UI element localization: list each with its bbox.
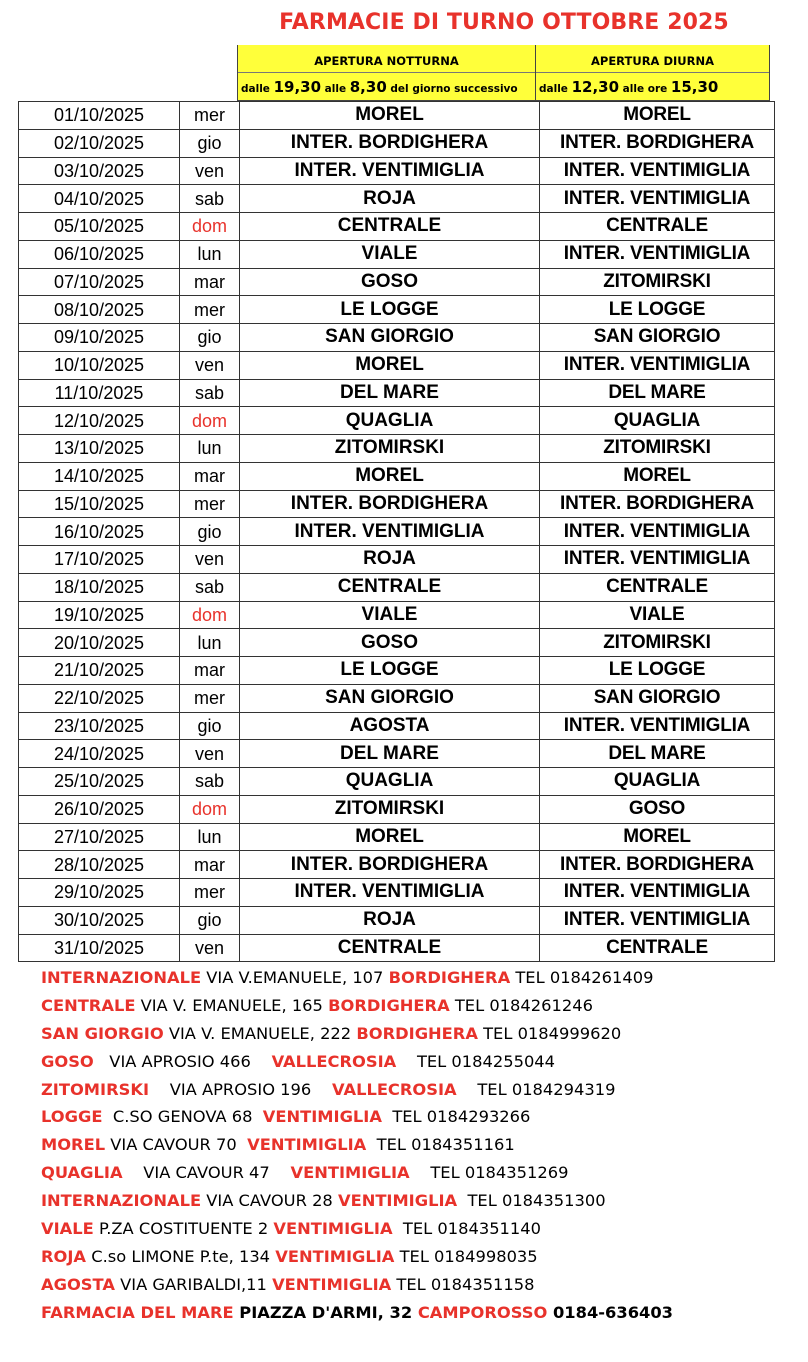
day-pharmacy-cell: MOREL (540, 462, 775, 490)
address-fragment: TEL 0184351158 (391, 1274, 535, 1294)
day-pharmacy-cell: QUAGLIA (540, 407, 775, 435)
date-cell: 13/10/2025 (19, 435, 180, 463)
date-cell: 22/10/2025 (19, 684, 180, 712)
night-pharmacy-cell: CENTRALE (240, 573, 540, 601)
weekday-cell: lun (180, 435, 240, 463)
weekday-cell: mer (180, 879, 240, 907)
address-fragment: VALLECROSIA (331, 1079, 457, 1099)
hours-fragment: 19,30 (273, 78, 322, 96)
night-pharmacy-cell: SAN GIORGIO (240, 684, 540, 712)
night-pharmacy-cell: DEL MARE (240, 379, 540, 407)
address-fragment: VENTIMIGLIA (247, 1135, 367, 1155)
weekday-cell: gio (180, 712, 240, 740)
weekday-cell: mar (180, 462, 240, 490)
table-row (19, 240, 775, 268)
day-pharmacy-cell: INTER. BORDIGHERA (540, 129, 775, 157)
day-pharmacy-cell: CENTRALE (540, 934, 775, 962)
day-pharmacy-cell: ZITOMIRSKI (540, 268, 775, 296)
weekday-cell: mar (180, 657, 240, 685)
weekday-cell: lun (180, 240, 240, 268)
weekday-cell: mer (180, 490, 240, 518)
date-cell: 26/10/2025 (19, 795, 180, 823)
table-row (19, 879, 775, 907)
day-pharmacy-cell: CENTRALE (540, 573, 775, 601)
night-pharmacy-cell: INTER. BORDIGHERA (240, 129, 540, 157)
night-pharmacy-cell: LE LOGGE (240, 296, 540, 324)
table-row (19, 657, 775, 685)
day-pharmacy-cell: INTER. VENTIMIGLIA (540, 712, 775, 740)
day-pharmacy-cell: ZITOMIRSKI (540, 435, 775, 463)
table-row (19, 351, 775, 379)
table-row (19, 213, 775, 241)
table-row (19, 934, 775, 962)
hours-fragment: dalle (539, 83, 572, 95)
address-fragment: BORDIGHERA (388, 968, 511, 987)
date-cell: 11/10/2025 (19, 379, 180, 407)
day-pharmacy-cell: INTER. VENTIMIGLIA (540, 518, 775, 546)
table-row (19, 851, 775, 879)
day-pharmacy-cell: INTER. BORDIGHERA (540, 490, 775, 518)
address-fragment: ROJA (41, 1246, 87, 1266)
address-line (41, 1187, 801, 1215)
address-fragment: SAN GIORGIO (41, 1023, 164, 1043)
address-fragment: ZITOMIRSKI (41, 1079, 150, 1099)
weekday-cell: mar (180, 268, 240, 296)
address-fragment: VIA CAVOUR 47 (122, 1163, 291, 1183)
night-pharmacy-cell: MOREL (240, 462, 540, 490)
weekday-cell: mar (180, 851, 240, 879)
night-pharmacy-cell: LE LOGGE (240, 657, 540, 685)
day-pharmacy-cell: INTER. VENTIMIGLIA (540, 906, 775, 934)
night-pharmacy-cell: INTER. VENTIMIGLIA (240, 157, 540, 185)
pharmacy-address-list (41, 964, 801, 1327)
table-row (19, 795, 775, 823)
hours-fragment: dalle (241, 83, 274, 95)
weekday-cell: mer (180, 102, 240, 130)
table-row (19, 157, 775, 185)
address-fragment: P.ZA COSTITUENTE 2 (93, 1219, 274, 1239)
date-cell: 05/10/2025 (19, 213, 180, 241)
address-fragment: VIALE (41, 1219, 94, 1239)
address-line (41, 1048, 801, 1076)
address-fragment: VIA CAVOUR 28 (201, 1191, 338, 1211)
night-pharmacy-cell: ROJA (240, 185, 540, 213)
night-pharmacy-cell: MOREL (240, 102, 540, 130)
night-pharmacy-cell: GOSO (240, 268, 540, 296)
address-line (41, 1131, 801, 1159)
date-cell: 25/10/2025 (19, 768, 180, 796)
night-pharmacy-cell: ZITOMIRSKI (240, 435, 540, 463)
address-fragment: TEL 0184351300 (457, 1191, 606, 1211)
address-fragment: CAMPOROSSO (417, 1302, 548, 1322)
night-header-label: APERTURA NOTTURNA (314, 54, 459, 68)
date-cell: 30/10/2025 (19, 906, 180, 934)
address-fragment: C.so LIMONE P.te, 134 (86, 1246, 276, 1266)
address-fragment: VIA APROSIO 196 (149, 1079, 332, 1099)
date-cell: 23/10/2025 (19, 712, 180, 740)
address-fragment: TEL 0184293266 (381, 1107, 531, 1127)
address-fragment: VENTIMIGLIA (273, 1219, 393, 1239)
address-fragment: VIA V. EMANUELE, 222 (163, 1023, 357, 1043)
table-row (19, 379, 775, 407)
night-hours (241, 78, 535, 96)
day-hours (539, 78, 769, 96)
night-pharmacy-cell: ZITOMIRSKI (240, 795, 540, 823)
page-title: FARMACIE DI TURNO OTTOBRE 2025 (279, 10, 729, 35)
address-line (41, 1159, 801, 1187)
address-fragment: MOREL (41, 1135, 106, 1155)
schedule-table (18, 101, 775, 962)
night-pharmacy-cell: ROJA (240, 906, 540, 934)
table-row (19, 518, 775, 546)
hours-fragment: del giorno successivo (386, 83, 518, 95)
address-fragment: QUAGLIA (41, 1163, 123, 1183)
weekday-cell: ven (180, 740, 240, 768)
address-fragment: TEL 0184351269 (409, 1163, 569, 1183)
address-line (41, 1215, 801, 1243)
date-cell: 19/10/2025 (19, 601, 180, 629)
address-fragment: BORDIGHERA (328, 995, 450, 1015)
date-cell: 21/10/2025 (19, 657, 180, 685)
address-fragment: TEL 0184261246 (449, 995, 593, 1015)
day-pharmacy-cell: DEL MARE (540, 740, 775, 768)
date-cell: 07/10/2025 (19, 268, 180, 296)
night-pharmacy-cell: CENTRALE (240, 934, 540, 962)
address-line (41, 964, 801, 992)
address-fragment: VENTIMIGLIA (290, 1163, 410, 1183)
day-pharmacy-cell: CENTRALE (540, 213, 775, 241)
address-fragment: 0184-636403 (547, 1302, 674, 1322)
weekday-cell: gio (180, 518, 240, 546)
table-row (19, 906, 775, 934)
hours-fragment: 12,30 (571, 78, 620, 96)
night-pharmacy-cell: QUAGLIA (240, 768, 540, 796)
night-pharmacy-cell: INTER. BORDIGHERA (240, 851, 540, 879)
night-pharmacy-cell: DEL MARE (240, 740, 540, 768)
address-fragment: TEL 0184998035 (394, 1246, 538, 1266)
address-fragment: C.SO GENOVA 68 (102, 1107, 263, 1127)
day-pharmacy-cell: INTER. VENTIMIGLIA (540, 879, 775, 907)
day-pharmacy-cell: VIALE (540, 601, 775, 629)
table-row (19, 129, 775, 157)
address-fragment: AGOSTA (41, 1274, 115, 1294)
address-fragment: VIA GARIBALDI,11 (114, 1274, 273, 1294)
table-row (19, 740, 775, 768)
hours-fragment: alle (321, 83, 350, 95)
night-pharmacy-cell: VIALE (240, 240, 540, 268)
night-pharmacy-cell: INTER. VENTIMIGLIA (240, 879, 540, 907)
night-pharmacy-cell: INTER. BORDIGHERA (240, 490, 540, 518)
weekday-cell: ven (180, 546, 240, 574)
table-row (19, 490, 775, 518)
date-cell: 12/10/2025 (19, 407, 180, 435)
address-line (41, 1020, 801, 1048)
table-row (19, 823, 775, 851)
address-line (41, 992, 801, 1020)
table-row (19, 435, 775, 463)
date-cell: 18/10/2025 (19, 573, 180, 601)
night-pharmacy-cell: MOREL (240, 823, 540, 851)
date-cell: 24/10/2025 (19, 740, 180, 768)
date-cell: 09/10/2025 (19, 324, 180, 352)
table-row (19, 712, 775, 740)
address-fragment: TEL 0184351140 (392, 1219, 541, 1239)
address-line (41, 1299, 801, 1327)
day-header (536, 45, 770, 101)
address-fragment: PIAZZA D'ARMI, 32 (233, 1302, 418, 1322)
weekday-cell: dom (180, 213, 240, 241)
day-pharmacy-cell: INTER. VENTIMIGLIA (540, 157, 775, 185)
address-fragment: VENTIMIGLIA (272, 1274, 392, 1294)
table-row (19, 601, 775, 629)
date-cell: 02/10/2025 (19, 129, 180, 157)
day-pharmacy-cell: ZITOMIRSKI (540, 629, 775, 657)
address-fragment: CENTRALE (41, 995, 136, 1015)
address-fragment: FARMACIA DEL MARE (41, 1302, 234, 1322)
date-cell: 03/10/2025 (19, 157, 180, 185)
address-fragment: VIA CAVOUR 70 (105, 1135, 248, 1155)
day-pharmacy-cell: INTER. BORDIGHERA (540, 851, 775, 879)
weekday-cell: mer (180, 296, 240, 324)
date-cell: 28/10/2025 (19, 851, 180, 879)
day-pharmacy-cell: GOSO (540, 795, 775, 823)
weekday-cell: gio (180, 324, 240, 352)
address-fragment: VALLECROSIA (271, 1051, 397, 1071)
day-pharmacy-cell: INTER. VENTIMIGLIA (540, 240, 775, 268)
address-fragment: VENTIMIGLIA (337, 1191, 458, 1211)
weekday-cell: sab (180, 768, 240, 796)
address-fragment: VENTIMIGLIA (262, 1107, 382, 1127)
weekday-cell: sab (180, 573, 240, 601)
weekday-cell: dom (180, 795, 240, 823)
date-cell: 31/10/2025 (19, 934, 180, 962)
address-fragment: TEL 0184999620 (477, 1023, 622, 1043)
day-pharmacy-cell: MOREL (540, 823, 775, 851)
date-cell: 08/10/2025 (19, 296, 180, 324)
table-row (19, 407, 775, 435)
table-row (19, 462, 775, 490)
night-pharmacy-cell: GOSO (240, 629, 540, 657)
night-pharmacy-cell: MOREL (240, 351, 540, 379)
address-fragment: VENTIMIGLIA (275, 1246, 395, 1266)
date-cell: 06/10/2025 (19, 240, 180, 268)
weekday-cell: mer (180, 684, 240, 712)
weekday-cell: ven (180, 351, 240, 379)
hours-fragment: 15,30 (670, 78, 719, 96)
weekday-cell: lun (180, 629, 240, 657)
night-pharmacy-cell: ROJA (240, 546, 540, 574)
weekday-cell: ven (180, 157, 240, 185)
day-pharmacy-cell: LE LOGGE (540, 657, 775, 685)
date-cell: 16/10/2025 (19, 518, 180, 546)
table-row (19, 296, 775, 324)
address-fragment: BORDIGHERA (356, 1023, 478, 1043)
weekday-cell: ven (180, 934, 240, 962)
address-line (41, 1076, 801, 1104)
day-pharmacy-cell: SAN GIORGIO (540, 324, 775, 352)
table-row (19, 102, 775, 130)
night-pharmacy-cell: VIALE (240, 601, 540, 629)
table-row (19, 573, 775, 601)
table-row (19, 546, 775, 574)
day-pharmacy-cell: DEL MARE (540, 379, 775, 407)
day-pharmacy-cell: MOREL (540, 102, 775, 130)
address-fragment: TEL 0184294319 (456, 1079, 616, 1099)
address-fragment: VIA V.EMANUELE, 107 (201, 968, 389, 987)
address-fragment: INTERNAZIONALE (41, 1191, 202, 1211)
table-row (19, 324, 775, 352)
weekday-cell: sab (180, 379, 240, 407)
day-header-label: APERTURA DIURNA (590, 54, 714, 68)
day-pharmacy-cell: LE LOGGE (540, 296, 775, 324)
date-cell: 10/10/2025 (19, 351, 180, 379)
weekday-cell: gio (180, 129, 240, 157)
day-pharmacy-cell: INTER. VENTIMIGLIA (540, 546, 775, 574)
date-cell: 29/10/2025 (19, 879, 180, 907)
weekday-cell: sab (180, 185, 240, 213)
night-pharmacy-cell: QUAGLIA (240, 407, 540, 435)
night-header (237, 45, 536, 101)
address-line (41, 1271, 801, 1299)
table-row (19, 185, 775, 213)
table-row (19, 629, 775, 657)
hours-fragment: alle ore (619, 83, 671, 95)
address-fragment: LOGGE (41, 1107, 103, 1127)
day-pharmacy-cell: INTER. VENTIMIGLIA (540, 185, 775, 213)
address-line (41, 1103, 801, 1131)
address-fragment: VIA V. EMANUELE, 165 (135, 995, 329, 1015)
table-row (19, 268, 775, 296)
night-pharmacy-cell: AGOSTA (240, 712, 540, 740)
address-fragment: TEL 0184351161 (366, 1135, 515, 1155)
date-cell: 17/10/2025 (19, 546, 180, 574)
night-pharmacy-cell: SAN GIORGIO (240, 324, 540, 352)
day-pharmacy-cell: SAN GIORGIO (540, 684, 775, 712)
date-cell: 01/10/2025 (19, 102, 180, 130)
date-cell: 14/10/2025 (19, 462, 180, 490)
weekday-cell: lun (180, 823, 240, 851)
address-fragment: GOSO (41, 1051, 94, 1071)
weekday-cell: gio (180, 906, 240, 934)
night-pharmacy-cell: INTER. VENTIMIGLIA (240, 518, 540, 546)
address-fragment: TEL 0184255044 (396, 1051, 556, 1071)
weekday-cell: dom (180, 407, 240, 435)
date-cell: 20/10/2025 (19, 629, 180, 657)
date-cell: 15/10/2025 (19, 490, 180, 518)
table-row (19, 684, 775, 712)
night-pharmacy-cell: CENTRALE (240, 213, 540, 241)
address-line (41, 1243, 801, 1271)
date-cell: 27/10/2025 (19, 823, 180, 851)
date-cell: 04/10/2025 (19, 185, 180, 213)
address-fragment: INTERNAZIONALE (41, 968, 202, 987)
address-fragment: TEL 0184261409 (510, 968, 654, 987)
day-pharmacy-cell: INTER. VENTIMIGLIA (540, 351, 775, 379)
table-row (19, 768, 775, 796)
day-pharmacy-cell: QUAGLIA (540, 768, 775, 796)
weekday-cell: dom (180, 601, 240, 629)
address-fragment: VIA APROSIO 466 (93, 1051, 272, 1071)
hours-fragment: 8,30 (349, 78, 387, 96)
